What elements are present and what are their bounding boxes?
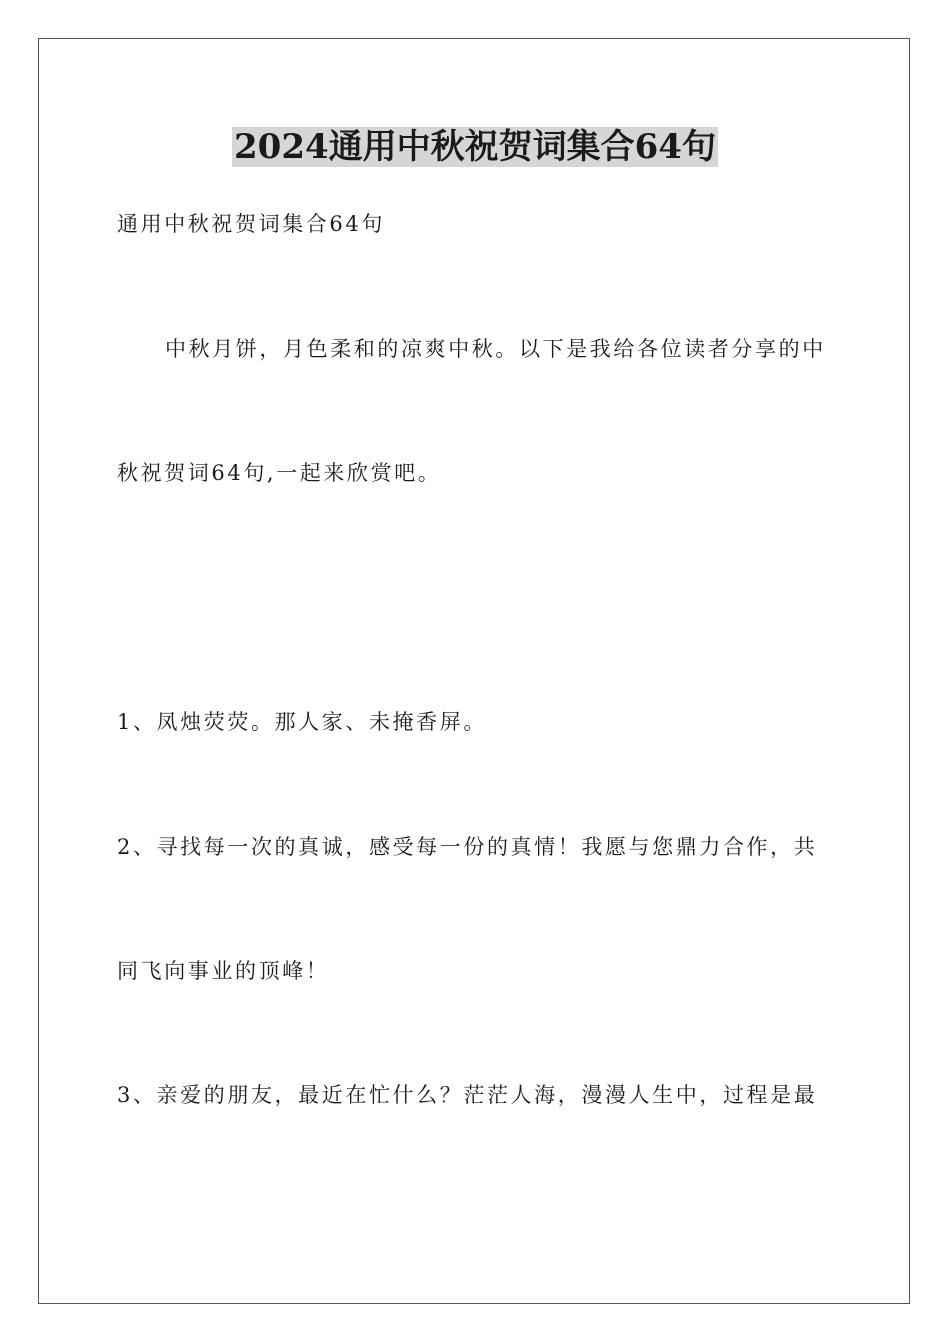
list-item-3-line-1: 3、亲爱的朋友，最近在忙什么？茫茫人海，漫漫人生中，过程是最 — [117, 1083, 818, 1107]
intro-paragraph-line-2: 秋祝贺词64句,一起来欣赏吧。 — [117, 461, 442, 485]
list-item-2-line-1: 2、寻找每一次的真诚，感受每一份的真情！我愿与您鼎力合作，共 — [117, 835, 818, 859]
list-item-2-line-2: 同飞向事业的顶峰！ — [117, 959, 330, 983]
document-title — [0, 124, 950, 170]
intro-paragraph-line-1: 中秋月饼，月色柔和的凉爽中秋。以下是我给各位读者分享的中 — [165, 337, 826, 361]
document-subtitle: 通用中秋祝贺词集合64句 — [117, 212, 385, 236]
list-item-1: 1、凤烛荧荧。那人家、未掩香屏。 — [117, 710, 487, 734]
document-title-text: 2024通用中秋祝贺词集合64句 — [234, 127, 716, 167]
